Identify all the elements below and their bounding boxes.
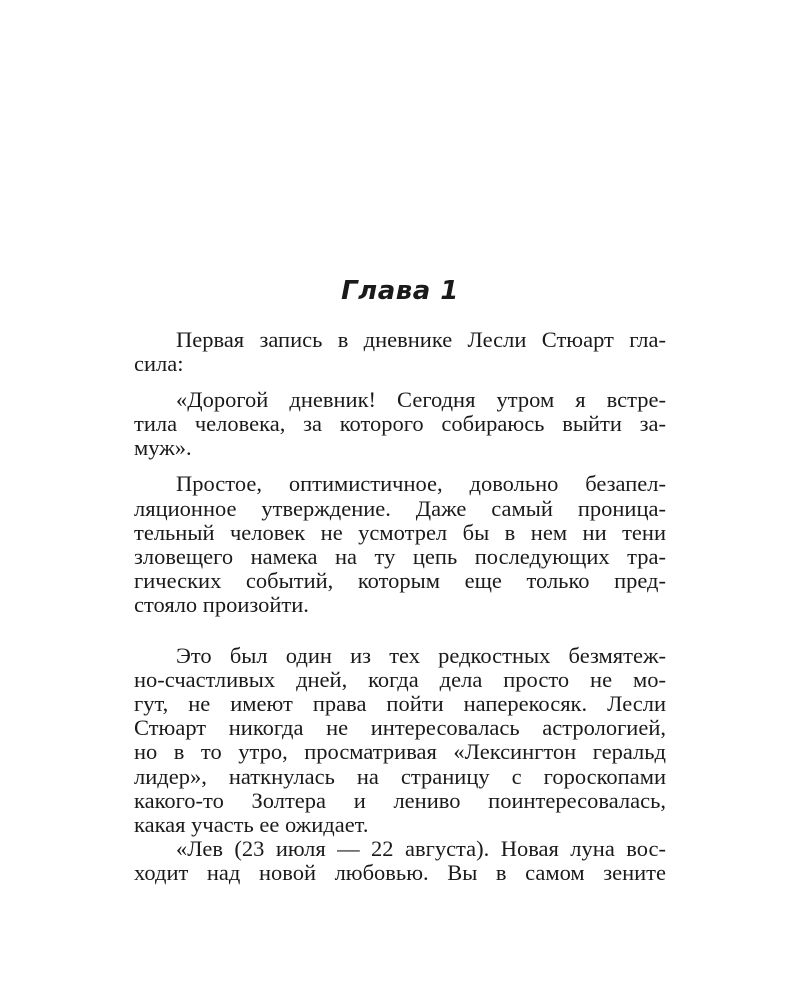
text-line: ходит над новой любовью. Вы в самом зените [134,859,666,885]
paragraph-diary-entry-intro [134,328,666,376]
text-line: лидер», наткнулась на страницу с гороскопами [134,763,666,789]
text-line: Это был один из тех редкостных безмятеж- [176,643,666,669]
text-line: Стюарт никогда не интересовалась астрологией, [134,715,666,741]
paragraph-leo-horoscope [134,837,666,885]
text-line: какая участь ее ожидает. [134,811,369,837]
text-line: гических событий, которым еще только пред- [134,567,666,593]
text-line: муж». [134,435,192,461]
text-line: гут, не имеют права пойти наперекосяк. Лесли [134,691,666,717]
text-line: но-счастливых дней, когда дела просто не мо- [134,667,666,693]
text-line: какого-то Золтера и лениво поинтересовалась, [134,787,666,813]
body-text [134,328,666,885]
text-line: «Дорогой дневник! Сегодня утром я встре- [176,387,666,413]
paragraph-diary-quote [134,388,666,460]
text-line: ляционное утверждение. Даже самый проница- [134,495,666,521]
paragraph-horoscope-morning [134,644,666,837]
chapter-title: Глава 1 [341,276,459,306]
text-line: зловещего намека на ту цепь последующих тра- [134,543,666,569]
text-line: сила: [134,351,184,377]
text-line: Первая запись в дневнике Лесли Стюарт гла- [176,327,666,352]
text-line: но в то утро, просматривая «Лексингтон геральд [134,739,666,765]
text-line: тила человека, за которого собираюсь выйти за- [134,411,666,437]
text-line: Простое, оптимистичное, довольно безапел- [176,471,666,497]
text-line: «Лев (23 июля — 22 августа). Новая луна вос- [176,835,666,861]
text-line: стояло произойти. [134,591,309,617]
text-line: тельный человек не усмотрел бы в нем ни тени [134,519,666,545]
paragraph-statement [134,472,666,617]
